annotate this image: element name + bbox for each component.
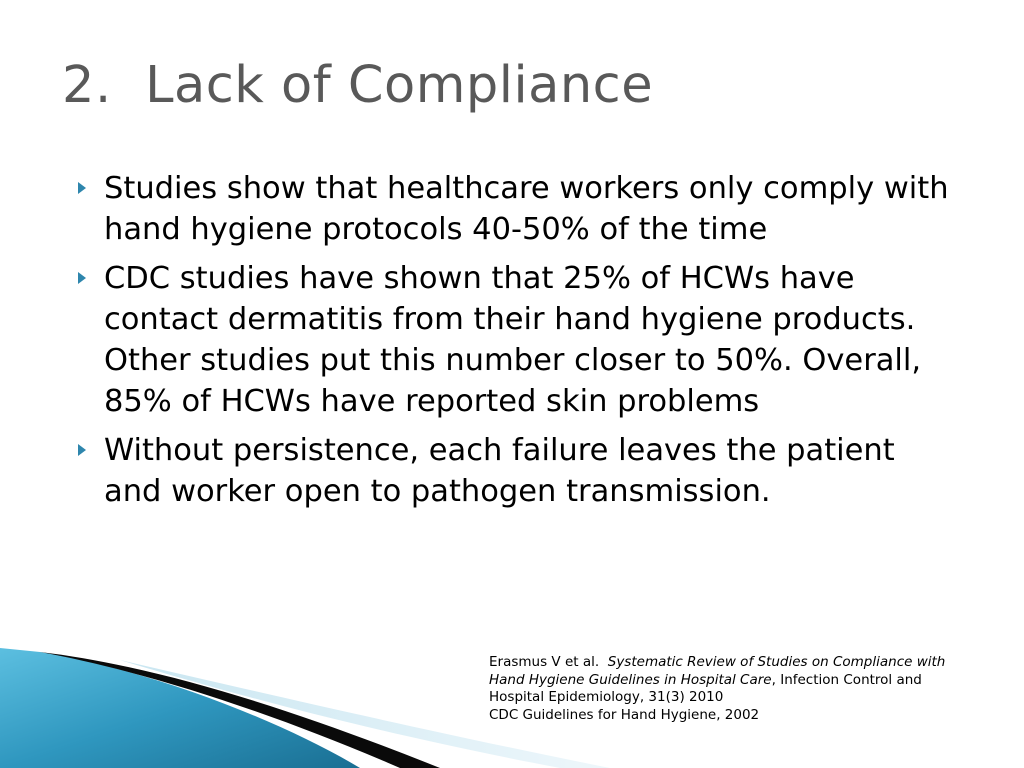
bullet-item-persistence bbox=[76, 430, 956, 512]
reference-journal: , Infection Control and Hospital Epidemiology, 31(3) 2010 bbox=[489, 671, 922, 705]
reference-cdc: CDC Guidelines for Hand Hygiene, 2002 bbox=[489, 706, 760, 723]
triangle-right-bullet-icon bbox=[78, 182, 86, 194]
bullet-item-compliance-rate bbox=[76, 168, 956, 250]
bullet-text: Studies show that healthcare workers only comply with hand hygiene protocols 40-50% of the time bbox=[104, 171, 949, 247]
slide-title: 2. Lack of Compliance bbox=[62, 56, 654, 115]
bullet-text: CDC studies have shown that 25% of HCWs have contact dermatitis from their hand hygiene products. Other studies put this number closer to 50%. Overall, 85% of HCWs have reported skin problems bbox=[104, 261, 922, 419]
references bbox=[489, 654, 969, 724]
reference-authors: Erasmus V et al. bbox=[489, 654, 600, 670]
reference-title: Systematic Review of Studies on Compliance with Hand Hygiene Guidelines in Hospital Care bbox=[489, 654, 946, 688]
triangle-right-bullet-icon bbox=[78, 444, 86, 456]
bullet-item-dermatitis bbox=[76, 258, 956, 422]
triangle-right-bullet-icon bbox=[78, 272, 86, 284]
bullet-text: Without persistence, each failure leaves the patient and worker open to pathogen transmission. bbox=[104, 433, 895, 509]
bullet-list bbox=[76, 168, 956, 520]
reference-erasmus bbox=[489, 654, 969, 707]
